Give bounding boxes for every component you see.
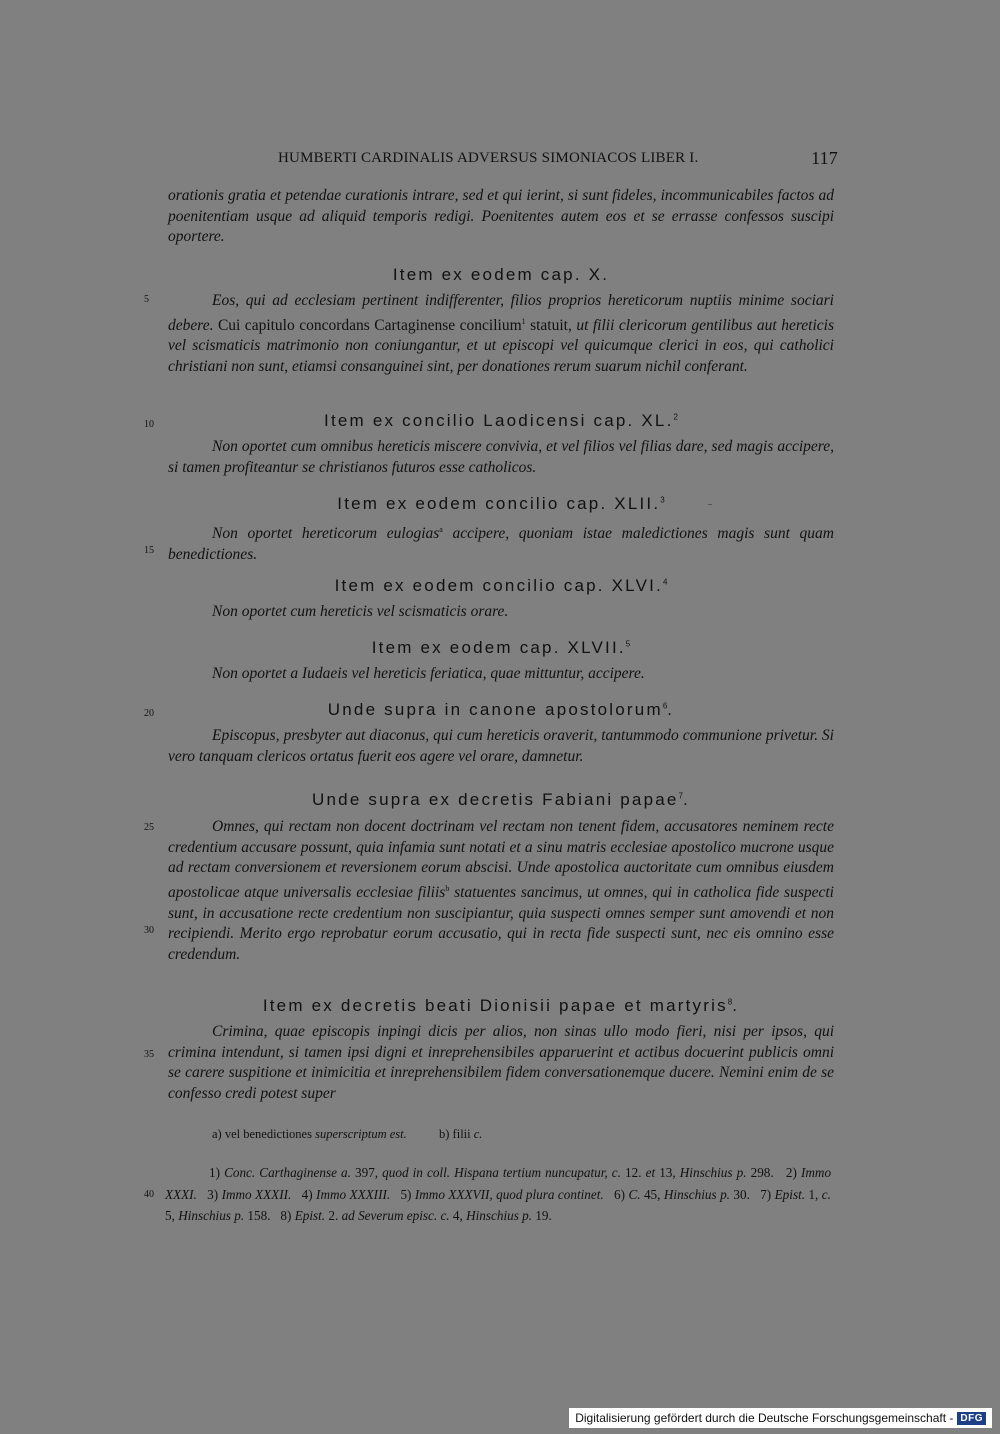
- footnote-text: Epist.: [294, 1208, 326, 1223]
- line-number: 40: [144, 1189, 154, 1200]
- heading-text: .: [683, 790, 690, 809]
- paragraph-text: Episcopus, presbyter aut diaconus, qui cum hereticis oraverit, tantummodo communione privetur. Si vero tanquam clericos ortatus fuerit eos agere vel orare, damnetur.: [168, 727, 834, 765]
- line-number: 20: [144, 708, 154, 719]
- paragraph-text: Cui capitulo concordans Cartaginense concilium: [213, 316, 522, 334]
- footnote-text: 2.: [325, 1208, 342, 1223]
- paragraph: [168, 1022, 834, 1104]
- footnote-text: Immo XXXII.: [221, 1186, 292, 1202]
- section-heading: [168, 700, 834, 720]
- line-number: 25: [144, 822, 154, 833]
- line-number: 10: [144, 419, 154, 430]
- paragraph: [168, 602, 834, 623]
- footnote-marker: 1: [521, 316, 526, 326]
- footnote-marker: 5: [625, 639, 631, 649]
- line-number: 35: [144, 1049, 154, 1060]
- footnote-text: 19.: [532, 1208, 552, 1223]
- apparatus-marker: a: [439, 525, 443, 534]
- paragraph: [168, 520, 834, 565]
- footnote-text: Hinschius p.: [178, 1208, 245, 1223]
- paragraph-continuation: [168, 186, 834, 248]
- footnote-marker: 8: [727, 997, 733, 1007]
- heading-text: .: [667, 700, 675, 719]
- paragraph-text: statuentes sancimus, ut omnes, qui in catholica fide suspecti sunt, in accusatione recte credentium non suscipiantur, quia suspecti omnes semper sunt amovendi et non recipiendi. Merito ergo reprobatur eorum accusatio, qui in recta fide suspecti sunt, nec eis omnino esse credendum.: [168, 883, 834, 963]
- footnote-text: 158.: [244, 1208, 271, 1223]
- heading-text: Item ex eodem concilio cap. XLVI.: [334, 576, 663, 595]
- footnote-text: 298.: [746, 1165, 774, 1180]
- paragraph-text: Omnes, qui rectam non docent doctrinam vel rectam non tenent fidem, accusatores neminem recte credentium accusare possunt, quia infamia sunt notati et a sinu matris ecclesiae apostolico mucrone usque ad rectam conversionem et reversionem eorum abscisi. Unde apostolica auctoritate cum omnibus eiusdem apostolicae atque universalis ecclesiae filiis: [168, 818, 834, 901]
- footnote-text: 30.: [729, 1186, 750, 1202]
- heading-text: Item ex eodem cap. X.: [392, 265, 610, 284]
- footnote-text: Hinschius p.: [663, 1186, 730, 1202]
- footnote-text: Immo XXXVII, quod plura continet.: [414, 1186, 604, 1202]
- heading-text: Unde supra in canone apostolorum: [327, 700, 663, 719]
- section-heading: [168, 494, 834, 514]
- footnote-text: Immo XXXIII.: [316, 1186, 391, 1202]
- dfg-logo-icon: DFG: [957, 1412, 986, 1425]
- section-heading: [168, 576, 834, 596]
- running-title: HUMBERTI CARDINALIS ADVERSUS SIMONIACOS LIBER I.: [278, 150, 699, 166]
- apparatus-entry: b) filii: [439, 1127, 474, 1141]
- footnote-marker: 3: [660, 495, 665, 505]
- footnotes: [165, 1162, 831, 1227]
- footnote-text: Conc. Carthaginense a.: [224, 1165, 351, 1180]
- paragraph-text: Non oportet cum hereticis vel scismaticis orare.: [212, 603, 509, 620]
- paragraph: [168, 291, 834, 378]
- footnote-text: Immo XXXI.: [165, 1165, 832, 1202]
- footnote-text: 13,: [655, 1165, 680, 1180]
- apparatus-entry: a) vel benedictiones: [212, 1127, 316, 1141]
- footnote-list: [165, 1162, 831, 1227]
- section-heading: [168, 265, 834, 285]
- apparatus-note: superscriptum est.: [315, 1127, 407, 1141]
- line-number: 5: [144, 294, 149, 305]
- footnote-text: quod in coll. Hispana tertium nuncupatur, c.: [382, 1165, 621, 1180]
- footnote-text: Hinschius p.: [466, 1208, 533, 1223]
- heading-text: Item ex eodem cap. XLVII.: [371, 638, 626, 657]
- heading-text: Item ex concilio Laodicensi cap. XL.: [324, 411, 674, 430]
- critical-apparatus: [212, 1127, 482, 1142]
- paragraph-text: Non oportet hereticorum eulogias: [212, 525, 440, 543]
- footnote-text: 1,: [805, 1186, 822, 1202]
- footnote-text: et: [645, 1165, 656, 1180]
- footnote-text: 4,: [449, 1208, 467, 1223]
- footnote-marker: 6: [662, 701, 668, 711]
- paragraph-text: statuit,: [525, 316, 577, 334]
- paragraph: [168, 664, 834, 685]
- section-heading: [168, 411, 834, 431]
- footnote-number: 5): [390, 1186, 415, 1202]
- footnote-number: 2): [773, 1165, 801, 1180]
- footnote-text: 12.: [620, 1165, 646, 1180]
- credit-text: Digitalisierung gefördert durch die Deutsche Forschungsgemeinschaft -: [575, 1411, 954, 1425]
- footnote-text: C.: [628, 1186, 641, 1202]
- section-heading: [168, 996, 834, 1016]
- line-number: 15: [144, 545, 154, 556]
- paragraph-text: orationis gratia et petendae curationis intrare, sed et qui ierint, si sunt fideles, incommunicabiles factos ad poenitentiam usque ad aliquid temporis redigi. Poenitentes autem eos et se errasse confessos suscipi oportere.: [168, 187, 834, 246]
- paragraph: [168, 817, 834, 965]
- footnote-marker: 2: [673, 412, 678, 422]
- footnote-number: 6): [603, 1186, 629, 1202]
- heading-text: Item ex eodem concilio cap. XLII.: [337, 494, 661, 513]
- footnote-text: Epist.: [774, 1186, 806, 1202]
- funding-credit[interactable]: [569, 1408, 992, 1428]
- paragraph-text: Eos, qui ad ecclesiam pertinent indifferenter, filios proprios hereticorum nuptiis minime sociari debere.: [168, 292, 834, 334]
- footnote-marker: 4: [662, 577, 668, 587]
- section-heading: [168, 638, 834, 658]
- paragraph-text: Non oportet a Iudaeis vel hereticis feriatica, quae mittuntur, accipere.: [212, 665, 645, 682]
- section-heading: [168, 790, 834, 810]
- heading-text: Item ex decretis beati Dionisii papae et martyris: [262, 996, 728, 1015]
- scan-mark: [708, 504, 712, 505]
- paragraph-text: ut filii clericorum gentilibus aut hereticis vel scismaticis matrimonio non coniungantur, et ut episcopi vel quicumque clerici in eos, qui catholici christiani non sunt, etiamsi consanguinei sint, per donationes rerum suarum nichil conferant.: [168, 316, 834, 375]
- page-number: 117: [811, 148, 838, 168]
- footnote-marker: 7: [678, 791, 683, 801]
- footnote-text: 5,: [165, 1208, 179, 1223]
- paragraph-text: Non oportet cum omnibus hereticis miscere convivia, et vel filios vel filias dare, sed magis accipere, si tamen profiteantur se christianos futuros esse catholicos.: [168, 438, 834, 476]
- footnote-number: 1): [209, 1165, 225, 1180]
- paragraph-text: Crimina, quae episcopis inpingi dicis per alios, non sinas ullo modo fieri, nisi per ipsos, qui crimina intendunt, si tamen ipsi digni et inreprehensibiles apparuerint et actibus docuerint publicis omni se carere suspitione et inimicitia et inreprehensibilem fidem conversationemque ducere. Nemini enim de se confesso credi potest super: [168, 1023, 834, 1102]
- footnote-text: 397,: [350, 1165, 383, 1180]
- footnote-number: 4): [291, 1186, 317, 1202]
- heading-text: .: [732, 996, 740, 1015]
- paragraph: [168, 726, 834, 767]
- paragraph: [168, 437, 834, 478]
- footnote-number: 3): [196, 1186, 222, 1202]
- footnote-text: Hinschius p.: [679, 1165, 747, 1180]
- footnote-text: c.: [821, 1186, 831, 1202]
- line-number: 30: [144, 925, 154, 936]
- footnote-number: 8): [270, 1208, 295, 1223]
- heading-text: Unde supra ex decretis Fabiani papae: [312, 790, 679, 809]
- apparatus-note: c.: [473, 1127, 483, 1141]
- footnote-text: ad Severum episc. c.: [341, 1208, 450, 1223]
- paragraph-text: accipere, quoniam istae maledictiones magis sunt quam benedictiones.: [168, 525, 834, 563]
- footnote-text: 45,: [640, 1186, 664, 1202]
- footnote-number: 7): [749, 1186, 775, 1202]
- apparatus-marker: b: [445, 883, 450, 893]
